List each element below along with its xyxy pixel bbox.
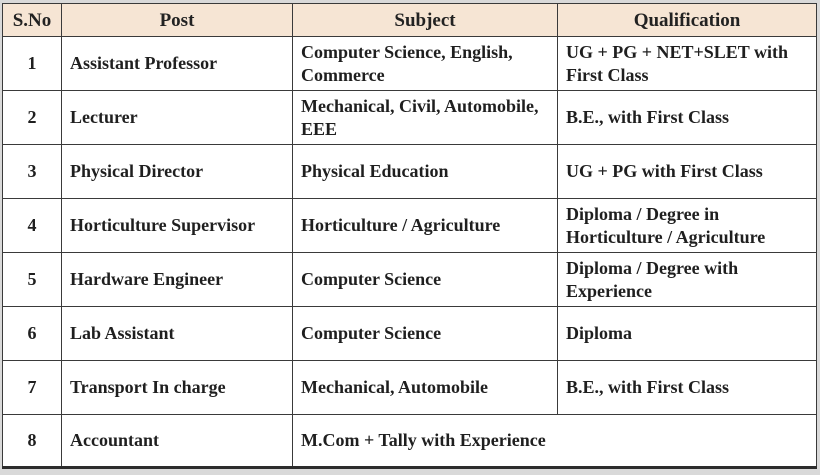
header-row bbox=[3, 4, 817, 37]
cell-post: Accountant bbox=[62, 415, 293, 468]
cell-post: Lecturer bbox=[62, 91, 293, 145]
cell-sno: 1 bbox=[3, 37, 62, 91]
cell-sno: 7 bbox=[3, 361, 62, 415]
cell-post: Lab Assistant bbox=[62, 307, 293, 361]
cell-sno: 3 bbox=[3, 145, 62, 199]
cell-subject: Mechanical, Automobile bbox=[293, 361, 558, 415]
cell-post: Transport In charge bbox=[62, 361, 293, 415]
table-row bbox=[3, 199, 817, 253]
cell-subject: Computer Science, English, Commerce bbox=[293, 37, 558, 91]
table-row bbox=[3, 253, 817, 307]
vacancy-table bbox=[2, 3, 817, 469]
cell-qualification: Diploma / Degree with Experience bbox=[558, 253, 817, 307]
table-row bbox=[3, 145, 817, 199]
cell-sno: 5 bbox=[3, 253, 62, 307]
cell-qualification: UG + PG with First Class bbox=[558, 145, 817, 199]
cell-qualification: Diploma bbox=[558, 307, 817, 361]
cell-post: Physical Director bbox=[62, 145, 293, 199]
cell-post: Assistant Professor bbox=[62, 37, 293, 91]
cell-subject: Physical Education bbox=[293, 145, 558, 199]
cell-sno: 8 bbox=[3, 415, 62, 468]
header-subject: Subject bbox=[293, 4, 558, 37]
table-row bbox=[3, 415, 817, 468]
cell-subject: Mechanical, Civil, Automobile, EEE bbox=[293, 91, 558, 145]
cell-qualification: Diploma / Degree in Horticulture / Agriculture bbox=[558, 199, 817, 253]
cell-post: Horticulture Supervisor bbox=[62, 199, 293, 253]
cell-post: Hardware Engineer bbox=[62, 253, 293, 307]
cell-sno: 4 bbox=[3, 199, 62, 253]
header-qualification: Qualification bbox=[558, 4, 817, 37]
table-row bbox=[3, 307, 817, 361]
cell-sno: 2 bbox=[3, 91, 62, 145]
cell-sno: 6 bbox=[3, 307, 62, 361]
cell-qualification: B.E., with First Class bbox=[558, 361, 817, 415]
table-row bbox=[3, 91, 817, 145]
cell-subject: Computer Science bbox=[293, 307, 558, 361]
cell-subject: Computer Science bbox=[293, 253, 558, 307]
header-sno: S.No bbox=[3, 4, 62, 37]
table-row bbox=[3, 37, 817, 91]
cell-subject-qualification-merged: M.Com + Tally with Experience bbox=[293, 415, 817, 468]
header-post: Post bbox=[62, 4, 293, 37]
cell-qualification: B.E., with First Class bbox=[558, 91, 817, 145]
table-row bbox=[3, 361, 817, 415]
cell-subject: Horticulture / Agriculture bbox=[293, 199, 558, 253]
table-header bbox=[3, 4, 817, 37]
table-body bbox=[3, 37, 817, 468]
cell-qualification: UG + PG + NET+SLET with First Class bbox=[558, 37, 817, 91]
